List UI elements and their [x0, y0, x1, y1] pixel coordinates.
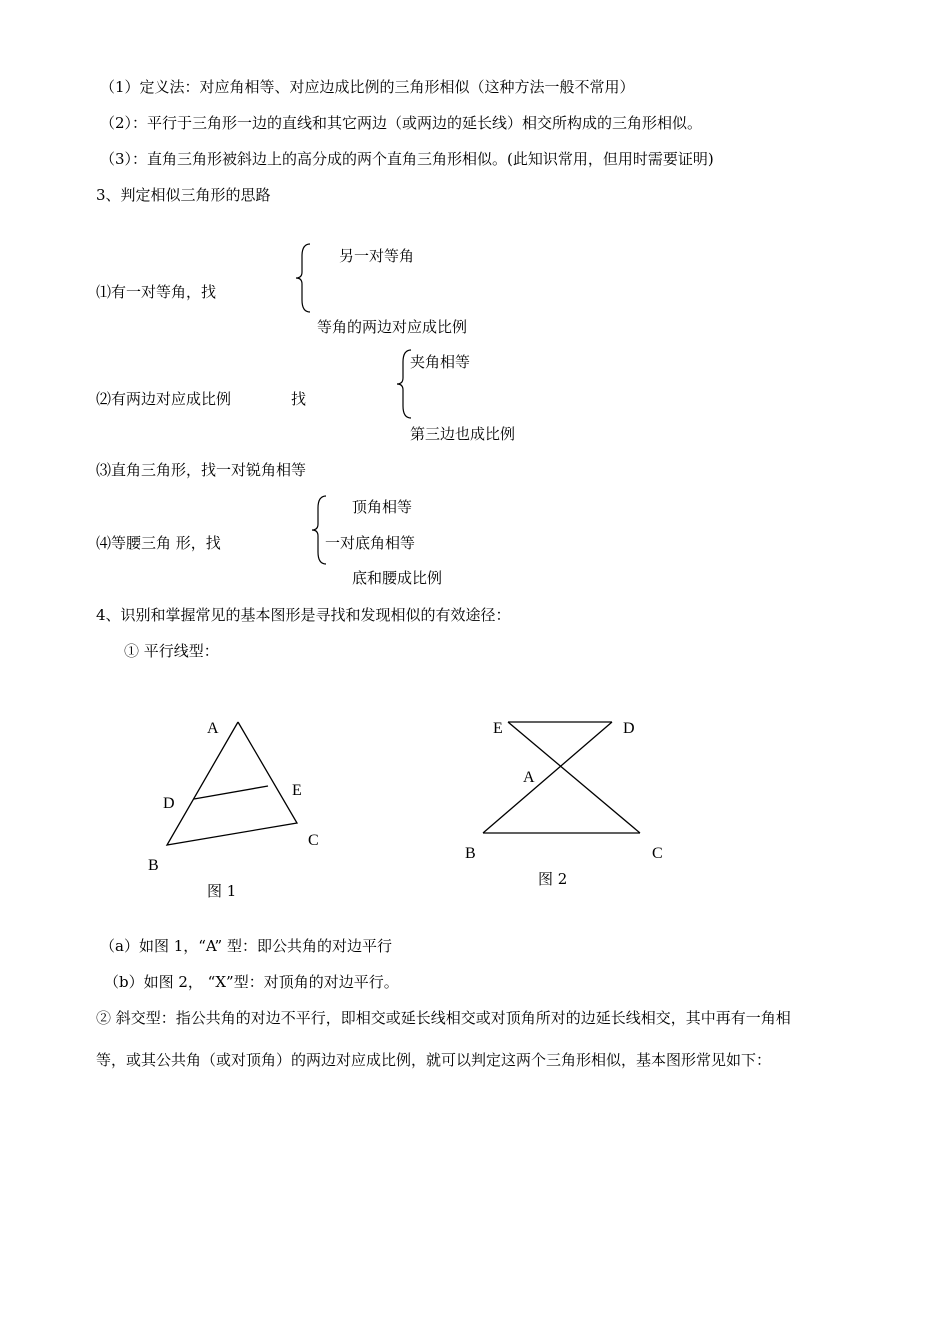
type-1-title: ① 平行线型： — [124, 642, 219, 660]
case-1-option-bottom: 等角的两边对应成比例 — [317, 318, 468, 336]
figure-2-label-d: D — [623, 720, 635, 737]
case-4-option-top: 顶角相等 — [352, 498, 413, 516]
case-2-option-bottom: 第三边也成比例 — [410, 425, 516, 443]
section-3-title: 3、判定相似三角形的思路 — [96, 186, 271, 204]
case-3-label: ⑶直角三角形，找一对锐角相等 — [96, 461, 307, 479]
case-4-label: ⑷等腰三角 形，找 — [96, 534, 221, 552]
case-4-option-bottom: 底和腰成比例 — [352, 569, 443, 587]
figure-1-label-c: C — [308, 832, 319, 849]
figure-2-bowtie — [483, 722, 640, 833]
case-2-find: 找 — [291, 390, 307, 408]
figure-1-label-b: B — [148, 857, 159, 874]
note-b: （b）如图 2， “X”型：对顶角的对边平行。 — [104, 973, 399, 991]
case-1-option-top: 另一对等角 — [339, 247, 415, 265]
figure-1-label-a: A — [207, 720, 219, 737]
figure-2-label-e: E — [493, 720, 503, 737]
figure-2-segment-db — [483, 722, 612, 833]
case-4-option-mid: 一对底角相等 — [325, 534, 416, 552]
type-2-line-2: 等，或其公共角（或对顶角）的两边对应成比例，就可以判定这两个三角形相似，基本图形常见如下： — [96, 1051, 772, 1069]
figure-1-label-d: D — [163, 795, 175, 812]
case-2-label: ⑵有两边对应成比例 — [96, 390, 232, 408]
figure-2-label-b: B — [465, 845, 476, 862]
method-2-text: （2）：平行于三角形一边的直线和其它两边（或两边的延长线）相交所构成的三角形相似。 — [100, 114, 703, 132]
case-2-option-top: 夹角相等 — [410, 353, 471, 371]
figure-2-label-c: C — [652, 845, 663, 862]
figure-2-label-a: A — [523, 769, 535, 786]
figure-1-caption: 图 1 — [207, 882, 237, 900]
method-3-text: （3）：直角三角形被斜边上的高分成的两个直角三角形相似。(此知识常用，但用时需要证明) — [100, 150, 714, 168]
case-1-label: ⑴有一对等角，找 — [96, 283, 217, 301]
figure-2-caption: 图 2 — [538, 870, 568, 888]
figure-1-label-e: E — [292, 782, 302, 799]
method-1-text: （1）定义法：对应角相等、对应边成比例的三角形相似（这种方法一般不常用） — [100, 78, 635, 96]
section-4-title: 4、识别和掌握常见的基本图形是寻找和发现相似的有效途径： — [96, 606, 511, 624]
type-2-line-1: ② 斜交型：指公共角的对边不平行，即相交或延长线相交或对顶角所对的边延长线相交，其中再有一角相 — [96, 1009, 791, 1027]
note-a: （a）如图 1，“A” 型：即公共角的对边平行 — [100, 937, 392, 955]
